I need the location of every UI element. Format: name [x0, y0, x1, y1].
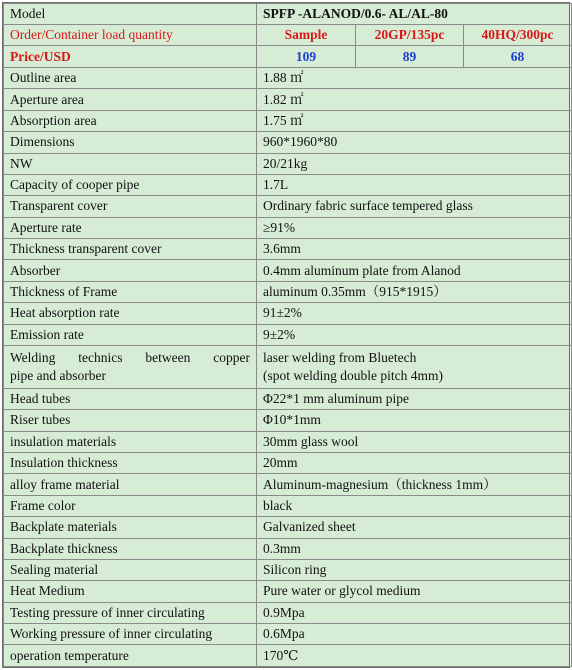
row-value: 0.4mm aluminum plate from Alanod — [257, 260, 572, 281]
table-row — [4, 303, 572, 324]
row-value: Galvanized sheet — [257, 517, 572, 538]
quantity-sample: Sample — [257, 25, 356, 46]
row-label — [4, 345, 257, 388]
row-value: black — [257, 495, 572, 516]
table-row — [4, 89, 572, 110]
row-label-line-1: Welding technics between copper — [10, 349, 250, 365]
table-row — [4, 581, 572, 602]
row-label: Absorption area — [4, 110, 257, 131]
model-row — [4, 4, 572, 25]
order-quantity-label: Order/Container load quantity — [4, 25, 257, 46]
table-row — [4, 239, 572, 260]
row-value: 91±2% — [257, 303, 572, 324]
row-label: operation temperature — [4, 645, 257, 667]
row-label: Capacity of cooper pipe — [4, 174, 257, 195]
row-value-line-2: (spot welding double pitch 4mm) — [263, 367, 443, 383]
row-label: Heat absorption rate — [4, 303, 257, 324]
row-label: Head tubes — [4, 388, 257, 409]
row-value-line-1: laser welding from Bluetech — [263, 349, 417, 365]
row-value: 30mm glass wool — [257, 431, 572, 452]
row-label: alloy frame material — [4, 474, 257, 495]
table-row — [4, 410, 572, 431]
row-label: Working pressure of inner circulating — [4, 624, 257, 645]
row-value: 1.88 ㎡ — [257, 68, 572, 89]
table-row — [4, 517, 572, 538]
table-row-welding — [4, 345, 572, 388]
table-row — [4, 260, 572, 281]
row-value: Φ10*1mm — [257, 410, 572, 431]
row-label: Dimensions — [4, 132, 257, 153]
row-value: 9±2% — [257, 324, 572, 345]
table-row — [4, 153, 572, 174]
row-label: Testing pressure of inner circulating — [4, 602, 257, 623]
table-row — [4, 624, 572, 645]
table-row — [4, 132, 572, 153]
row-label-line-2: pipe and absorber — [10, 367, 106, 383]
table-row — [4, 495, 572, 516]
row-label: Heat Medium — [4, 581, 257, 602]
table-row — [4, 602, 572, 623]
table-row — [4, 281, 572, 302]
row-label: insulation materials — [4, 431, 257, 452]
row-label: Absorber — [4, 260, 257, 281]
row-value: 1.82 ㎡ — [257, 89, 572, 110]
row-value: 20/21kg — [257, 153, 572, 174]
row-value — [257, 345, 572, 388]
spec-sheet — [2, 2, 570, 668]
spec-table — [3, 3, 572, 667]
model-value: SPFP -ALANOD/0.6- AL/AL-80 — [257, 4, 572, 25]
row-value: ≥91% — [257, 217, 572, 238]
price-label: Price/USD — [4, 46, 257, 68]
row-value: 3.6mm — [257, 239, 572, 260]
quantity-20gp: 20GP/135pc — [356, 25, 464, 46]
row-label: Sealing material — [4, 559, 257, 580]
table-row — [4, 431, 572, 452]
table-row — [4, 538, 572, 559]
row-value: Ordinary fabric surface tempered glass — [257, 196, 572, 217]
row-label: Aperture rate — [4, 217, 257, 238]
table-row — [4, 474, 572, 495]
table-row — [4, 388, 572, 409]
row-label: Riser tubes — [4, 410, 257, 431]
row-label: Frame color — [4, 495, 257, 516]
price-20gp: 89 — [356, 46, 464, 68]
row-value: 960*1960*80 — [257, 132, 572, 153]
row-value: Silicon ring — [257, 559, 572, 580]
row-label: NW — [4, 153, 257, 174]
table-row — [4, 110, 572, 131]
row-label: Outline area — [4, 68, 257, 89]
table-row — [4, 453, 572, 474]
row-label: Insulation thickness — [4, 453, 257, 474]
row-label: Emission rate — [4, 324, 257, 345]
row-value: 1.7L — [257, 174, 572, 195]
price-40hq: 68 — [464, 46, 572, 68]
row-label: Aperture area — [4, 89, 257, 110]
row-value: 1.75 ㎡ — [257, 110, 572, 131]
price-row — [4, 46, 572, 68]
model-label: Model — [4, 4, 257, 25]
row-value: aluminum 0.35mm（915*1915） — [257, 281, 572, 302]
table-row — [4, 68, 572, 89]
table-row — [4, 645, 572, 667]
row-value: 170℃ — [257, 645, 572, 667]
table-row — [4, 196, 572, 217]
quantity-40hq: 40HQ/300pc — [464, 25, 572, 46]
row-label: Backplate materials — [4, 517, 257, 538]
row-value: 20mm — [257, 453, 572, 474]
row-value: Pure water or glycol medium — [257, 581, 572, 602]
row-value: 0.6Mpa — [257, 624, 572, 645]
row-label: Thickness transparent cover — [4, 239, 257, 260]
price-sample: 109 — [257, 46, 356, 68]
row-value: 0.9Mpa — [257, 602, 572, 623]
row-value: Φ22*1 mm aluminum pipe — [257, 388, 572, 409]
row-value: Aluminum-magnesium（thickness 1mm） — [257, 474, 572, 495]
row-label: Thickness of Frame — [4, 281, 257, 302]
row-label: Backplate thickness — [4, 538, 257, 559]
row-value: 0.3mm — [257, 538, 572, 559]
table-row — [4, 559, 572, 580]
table-row — [4, 217, 572, 238]
table-row — [4, 324, 572, 345]
order-row — [4, 25, 572, 46]
row-label: Transparent cover — [4, 196, 257, 217]
table-row — [4, 174, 572, 195]
